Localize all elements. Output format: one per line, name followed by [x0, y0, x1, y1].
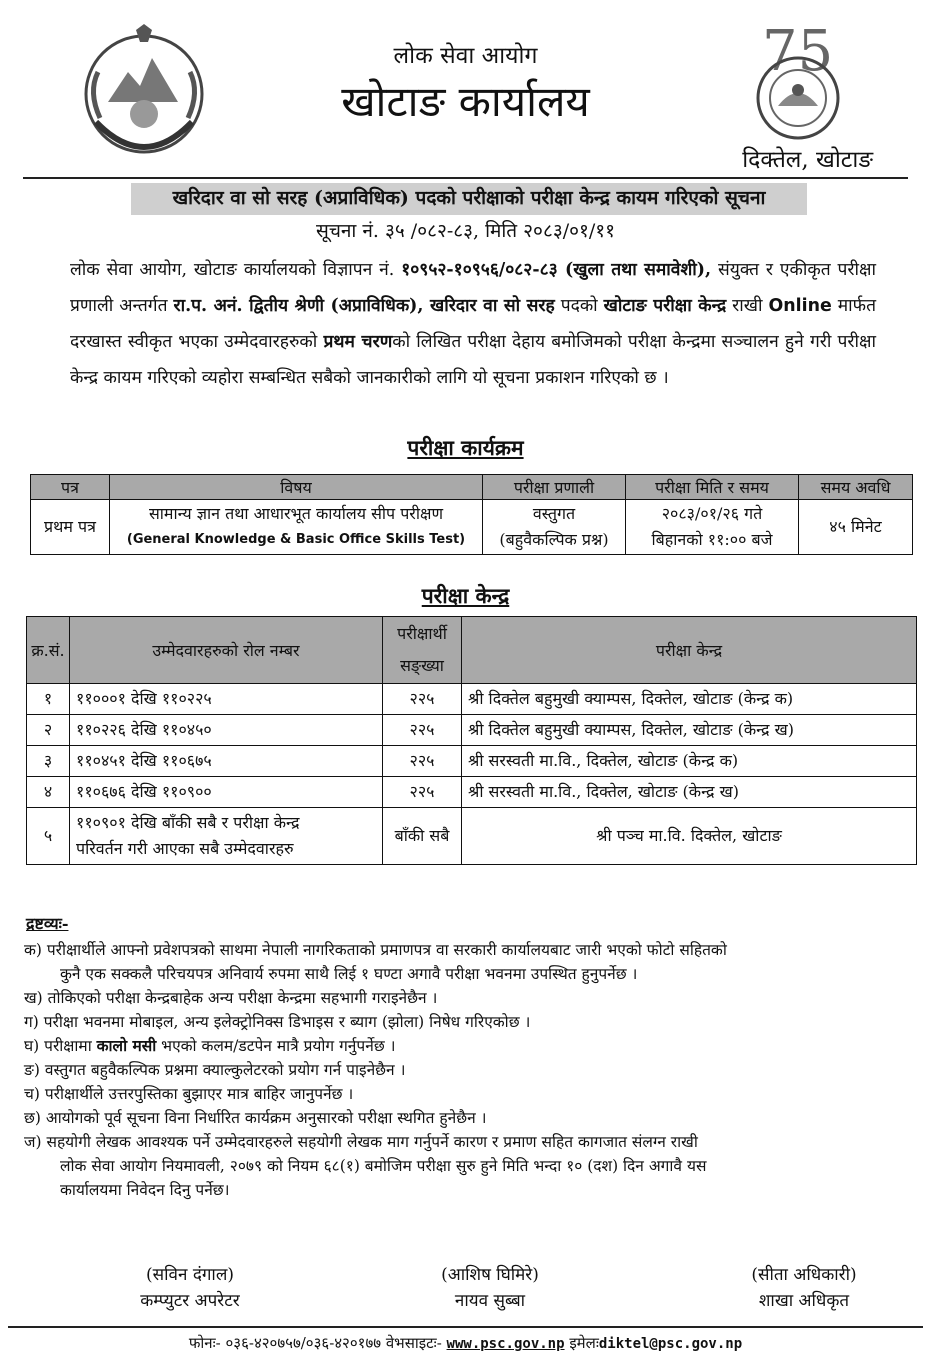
col-paper: पत्र: [31, 475, 110, 500]
col-sn: क्र.सं.: [27, 617, 70, 684]
signatory-name: (सविन दंगाल): [146, 1265, 234, 1285]
note-item: ख) तोकिएको परीक्षा केन्द्रबाहेक अन्य परीक्षा केन्द्रमा सहभागी गराइनेछैन ।: [24, 989, 438, 1007]
centers-table: [26, 616, 917, 865]
note-item: ग) परीक्षा भवनमा मोबाइल, अन्य इलेक्ट्रोनिक्स डिभाइस र ब्याग (झोला) निषेध गरिएकोछ ।: [24, 1013, 531, 1031]
roll-cell: ११०००१ देखि ११०२२५: [70, 684, 383, 715]
sn-cell: ४: [27, 777, 70, 808]
col-system: परीक्षा प्रणाली: [483, 475, 626, 500]
signatory-role: नायव सुब्बा: [454, 1291, 526, 1311]
office-name: खोटाङ कार्यालय: [341, 77, 590, 126]
svg-text:75: 75: [762, 19, 834, 84]
center-cell: श्री सरस्वती मा.वि., दिक्तेल, खोटाङ (केन्द्र क): [462, 746, 917, 777]
col-subject: विषय: [110, 475, 483, 500]
note-item: छ) आयोगको पूर्व सूचना विना निर्धारित कार्यक्रम अनुसारको परीक्षा स्थगित हुनेछैन ।: [24, 1109, 487, 1127]
table-row: [27, 746, 917, 777]
system-cell: वस्तुगत (बहुवैकल्पिक प्रश्न): [483, 500, 626, 555]
count-cell: २२५: [383, 777, 462, 808]
table-header-row: [31, 475, 913, 500]
note-item: ज) सहयोगी लेखक आवश्यक पर्ने उम्मेदवारहरुले सहयोगी लेखक माग गर्नुपर्ने कारण र प्रमाण सहित कागजात संलग्न राखी: [24, 1133, 698, 1151]
notice-number: सूचना नं. ३५ /०८२-८३, मिति २०८३/०१/११: [315, 220, 616, 242]
signature-block: [400, 1262, 580, 1314]
email-link[interactable]: diktel@psc.gov.np: [598, 1336, 743, 1352]
signature-block: [714, 1262, 894, 1314]
note-item: कार्यालयमा निवेदन दिनु पर्नेछ।: [60, 1181, 230, 1199]
roll-cell: ११०२२६ देखि ११०४५०: [70, 715, 383, 746]
signatory-role: कम्प्युटर अपरेटर: [140, 1291, 240, 1311]
table-row: [27, 715, 917, 746]
notice-title: खरिदार वा सो सरह (अप्राविधिक) पदको परीक्षाको परीक्षा केन्द्र कायम गरिएको सूचना: [131, 183, 807, 215]
subject-cell: सामान्य ज्ञान तथा आधारभूत कार्यालय सीप परीक्षण (General Knowledge & Basic Office Skills Test): [110, 500, 483, 555]
signatory-name: (आशिष घिमिरे): [441, 1265, 539, 1285]
footer: फोनः- ०३६-४२०७५७/०३६-४२०१७७ वेभसाइटः- www.psc.gov.np इमेलःdiktel@psc.gov.np: [188, 1334, 743, 1352]
count-cell: २२५: [383, 684, 462, 715]
schedule-table: [30, 474, 913, 555]
roll-cell: ११०४५१ देखि ११०६७५: [70, 746, 383, 777]
roll-cell: ११०९०१ देखि बाँकी सबै र परीक्षा केन्द्र परिवर्तन गरी आएका सबै उम्मेदवारहरु: [70, 808, 383, 865]
signature-block: [100, 1262, 280, 1314]
table-row: [31, 500, 913, 555]
notice-paragraph: लोक सेवा आयोग, खोटाङ कार्यालयको विज्ञापन नं. १०९५२-१०९५६/०८२-८३ (खुला तथा समावेशी), संयुक्त र एकीकृत परीक्षा प्रणाली अन्तर्गत रा.प. अनं. द्वितीय श्रेणी (अप्राविधिक), खरिदार वा सो सरह पदको खोटाङ परीक्षा केन्द्र राखी Online मार्फत दरखास्त स्वीकृत भएका उम्मेदवारहरुको प्रथम चरणको लिखित परीक्षा देहाय बमोजिमको परीक्षा केन्द्रमा सञ्चालन हुने गरी परीक्षा केन्द्र कायम गरिएको व्यहोरा सम्बन्धित सबैको जानकारीको लागि यो सूचना प्रकाशन गरिएको छ ।: [70, 260, 877, 388]
office-place: दिक्तेल, खोटाङ: [742, 147, 873, 173]
table-header-row: [27, 617, 917, 684]
center-cell: श्री सरस्वती मा.वि., दिक्तेल, खोटाङ (केन्द्र ख): [462, 777, 917, 808]
signatory-name: (सीता अधिकारी): [751, 1265, 857, 1285]
col-count: परीक्षार्थी सङ्ख्या: [383, 617, 462, 684]
sn-cell: २: [27, 715, 70, 746]
table-row: [27, 808, 917, 865]
sn-cell: १: [27, 684, 70, 715]
note-item: घ) परीक्षामा कालो मसी भएको कलम/डटपेन मात्रै प्रयोग गर्नुपर्नेछ ।: [24, 1036, 396, 1055]
sn-cell: ३: [27, 746, 70, 777]
note-item: च) परीक्षार्थीले उत्तरपुस्तिका बुझाएर मात्र बाहिर जानुपर्नेछ ।: [24, 1085, 354, 1103]
note-item: लोक सेवा आयोग नियमावली, २०७९ को नियम ६८(१) बमोजिम परीक्षा सुरु हुने मिति भन्दा १० (दश) दिन अगावै यस: [60, 1157, 707, 1175]
count-cell: २२५: [383, 715, 462, 746]
table-row: [27, 777, 917, 808]
col-center: परीक्षा केन्द्र: [462, 617, 917, 684]
note-item: कुनै एक सक्कलै परिचयपत्र अनिवार्य रुपमा साथै लिई १ घण्टा अगावै परीक्षा भवनमा उपस्थित हुनुपर्नेछ ।: [60, 965, 638, 983]
count-cell: २२५: [383, 746, 462, 777]
sn-cell: ५: [27, 808, 70, 865]
notes-heading: द्रष्टव्यः-: [26, 914, 69, 933]
website-link[interactable]: www.psc.gov.np: [446, 1336, 565, 1352]
date-cell: २०८३/०१/२६ गते बिहानको ११:०० बजे: [626, 500, 799, 555]
centers-title: परीक्षा केन्द्र: [421, 583, 510, 608]
count-cell: बाँकी सबै: [383, 808, 462, 865]
col-date: परीक्षा मिति र समय: [626, 475, 799, 500]
duration-cell: ४५ मिनेट: [799, 500, 913, 555]
col-duration: समय अवधि: [799, 475, 913, 500]
signatory-role: शाखा अधिकृत: [758, 1291, 850, 1311]
center-cell: श्री दिक्तेल बहुमुखी क्याम्पस, दिक्तेल, खोटाङ (केन्द्र क): [462, 684, 917, 715]
center-cell: श्री दिक्तेल बहुमुखी क्याम्पस, दिक्तेल, खोटाङ (केन्द्र ख): [462, 715, 917, 746]
footer-divider: [8, 1326, 923, 1328]
header-divider: [23, 177, 908, 179]
col-roll: उम्मेदवारहरुको रोल नम्बर: [70, 617, 383, 684]
center-cell: श्री पञ्च मा.वि. दिक्तेल, खोटाङ: [462, 808, 917, 865]
org-name: लोक सेवा आयोग: [393, 43, 538, 69]
table-row: [27, 684, 917, 715]
note-item: क) परीक्षार्थीले आफ्नो प्रवेशपत्रको साथमा नेपाली नागरिकताको प्रमाणपत्र वा सरकारी कार्यालयबाट जारी भएको फोटो सहितको: [24, 941, 727, 959]
notes-list: [24, 938, 884, 1202]
note-item: ङ) वस्तुगत बहुवैकल्पिक प्रश्नमा क्याल्कुलेटरको प्रयोग गर्न पाइनेछैन ।: [24, 1061, 406, 1079]
schedule-title: परीक्षा कार्यक्रम: [407, 435, 524, 460]
roll-cell: ११०६७६ देखि ११०९००: [70, 777, 383, 808]
paper-cell: प्रथम पत्र: [31, 500, 110, 555]
